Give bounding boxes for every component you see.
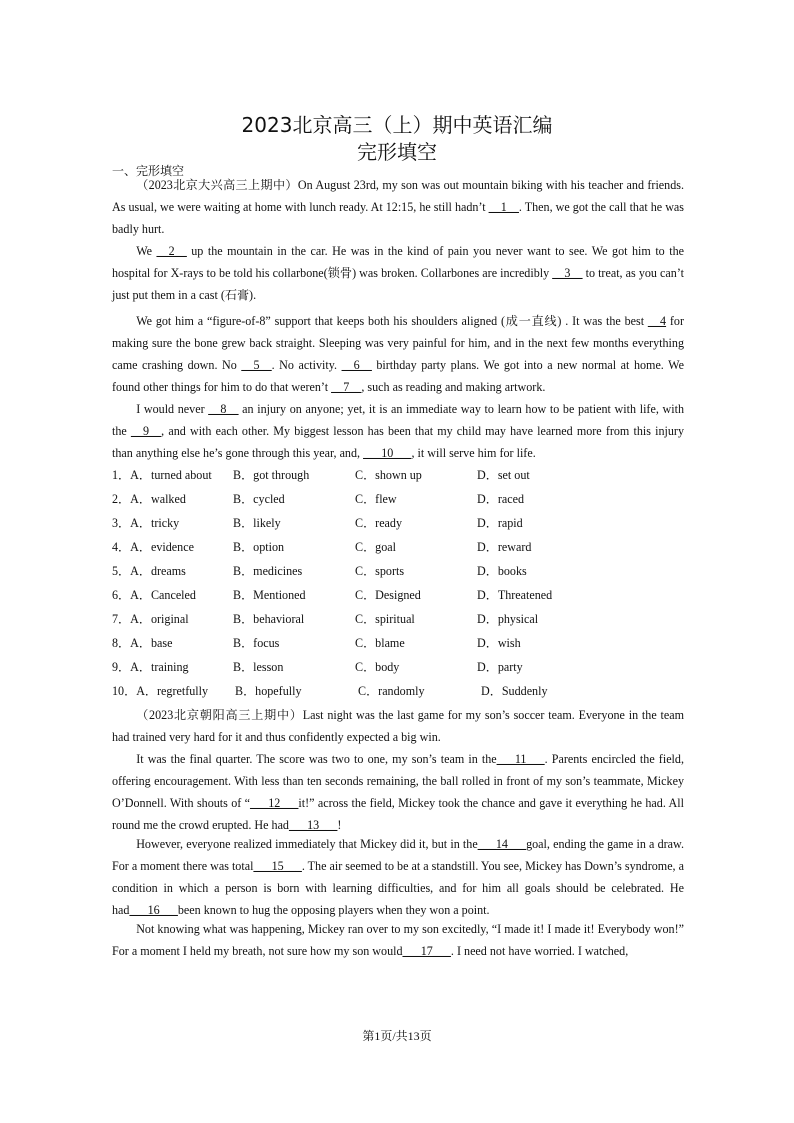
blank: __4 xyxy=(647,314,667,328)
text-segment: . Then, we got the call that he was badly hurt. xyxy=(112,200,684,236)
option-d: D．wish xyxy=(477,636,521,650)
option-b: B．got through xyxy=(233,468,310,482)
text-segment: been known to hug the opposing players when they won a point. xyxy=(177,903,490,917)
option-row-10 xyxy=(112,679,684,703)
option-b: B．lesson xyxy=(233,660,284,674)
option-c: C．sports xyxy=(355,564,405,578)
blank: __9__ xyxy=(130,424,162,438)
option-a: 2．A．walked xyxy=(112,492,186,506)
blank: ___14___ xyxy=(477,837,527,851)
option-d: D．reward xyxy=(477,540,532,554)
option-row-8 xyxy=(112,631,684,655)
option-d: D．party xyxy=(477,660,523,674)
options-list xyxy=(112,463,684,703)
option-b: B．cycled xyxy=(233,492,285,506)
option-row-6 xyxy=(112,583,684,607)
option-d: D．books xyxy=(477,564,527,578)
text-segment: . I need not have worried. I watched, xyxy=(450,944,629,958)
blank: __2__ xyxy=(156,244,187,258)
blank: __7__ xyxy=(331,380,362,394)
blank: ___11___ xyxy=(496,752,545,766)
option-d: D．Threatened xyxy=(477,588,553,602)
blank: ___13___ xyxy=(288,818,338,832)
option-d: D．physical xyxy=(477,612,539,626)
page-number: 第1页/共13页 xyxy=(362,1029,432,1043)
option-a: 5．A．dreams xyxy=(112,564,186,578)
passage1-paragraph-4 xyxy=(112,398,684,464)
text-segment: . The air seemed to be at a standstill. You see, Mickey has Down’s syndrome, a condition in which a person is born with learning difficulties, and for him all goals should be celebrated. He had xyxy=(112,859,684,917)
option-b: B．behavioral xyxy=(233,612,305,626)
text-segment: Not knowing what was happening, Mickey ran over to my son excitedly, “I made it! I made it! Everybody won!” For a moment I held my breath, not sure how my son would xyxy=(112,922,684,958)
option-b: B．focus xyxy=(233,636,280,650)
option-c: C．shown up xyxy=(355,468,422,482)
document-title: 2023北京高三（上）期中英语汇编 xyxy=(241,113,553,137)
option-a: 3．A．tricky xyxy=(112,516,180,530)
section-heading: 一、完形填空 xyxy=(112,164,185,178)
text-segment: , and with each other. My biggest lesson has been that my child may have learned more from this injury than anything else he’s gone through this year, and, xyxy=(112,424,684,460)
blank: __8__ xyxy=(208,402,239,416)
text-segment: , it will serve him for life. xyxy=(411,446,536,460)
text-segment: . Parents encircled the field, offering encouragement. With less than ten seconds remaining, the ball rolled in front of my son’s teammate, Mickey O’Donnell. With shouts of “ xyxy=(112,752,684,810)
blank: ___12___ xyxy=(250,796,299,810)
option-b: B．likely xyxy=(233,516,281,530)
text-segment: , such as reading and making artwork. xyxy=(361,380,546,394)
option-a: 9．A．training xyxy=(112,660,189,674)
blank: __6__ xyxy=(341,358,372,372)
option-c: C．blame xyxy=(355,636,405,650)
passage1-paragraph-2 xyxy=(112,240,684,306)
passage2-paragraph-3 xyxy=(112,833,684,921)
option-row-3 xyxy=(112,511,684,535)
passage2-paragraph-4 xyxy=(112,918,684,962)
option-d: D．raced xyxy=(477,492,525,506)
option-c: C．ready xyxy=(355,516,403,530)
option-b: B．Mentioned xyxy=(233,588,306,602)
option-row-7 xyxy=(112,607,684,631)
blank: __1__ xyxy=(488,200,519,214)
option-a: 7．A．original xyxy=(112,612,189,626)
text-segment: It was the final quarter. The score was two to one, my son’s team in the xyxy=(136,752,497,766)
option-d: D．set out xyxy=(477,468,530,482)
blank: ___10___ xyxy=(363,446,412,460)
blank: ___16___ xyxy=(129,903,178,917)
option-a: 6．A．Canceled xyxy=(112,588,196,602)
option-a: 1．A．turned about xyxy=(112,468,212,482)
option-a: 4．A．evidence xyxy=(112,540,194,554)
option-d: D．rapid xyxy=(477,516,523,530)
option-a: 10．A．regretfully xyxy=(112,684,209,698)
passage1-paragraph-3 xyxy=(112,310,684,398)
option-b: B．hopefully xyxy=(235,684,302,698)
text-segment: We xyxy=(136,244,157,258)
text-segment: I would never xyxy=(136,402,209,416)
text-segment: for making sure the bone grew back straight. Sleeping was very painful for him, and in the next few months everything came crashing down. No xyxy=(112,314,684,372)
option-c: C．body xyxy=(355,660,400,674)
text-segment: birthday party plans. We got into a new normal at home. We found other things for him to do that weren’t xyxy=(112,358,684,394)
text-segment: ! xyxy=(337,818,342,832)
document-subtitle: 完形填空 xyxy=(357,140,437,164)
text-segment: . No activity. xyxy=(271,358,342,372)
option-b: B．medicines xyxy=(233,564,303,578)
passage2-paragraph-2 xyxy=(112,748,684,836)
text-segment: it!” across the field, Mickey took the chance and gave it everything he had. All round me the crowd erupted. He had xyxy=(112,796,684,832)
option-a: 8．A．base xyxy=(112,636,173,650)
option-c: C．flew xyxy=(355,492,397,506)
text-segment: up the mountain in the car. He was in the kind of pain you never want to see. We got him to the hospital for X-rays to be told his collarbone(锁骨) was broken. Collarbones are incredibly xyxy=(112,244,684,280)
option-c: C．randomly xyxy=(358,684,425,698)
passage2-paragraph-1 xyxy=(112,704,684,748)
option-row-2 xyxy=(112,487,684,511)
text-segment: We got him a “figure-of-8” support that keeps both his shoulders aligned (成一直线) . It was the best xyxy=(136,314,648,328)
option-c: C．spiritual xyxy=(355,612,415,626)
blank: ___17___ xyxy=(402,944,451,958)
passage1-paragraph-1 xyxy=(112,174,684,240)
option-d: D．Suddenly xyxy=(481,684,548,698)
option-row-1 xyxy=(112,463,684,487)
blank: ___15___ xyxy=(253,859,302,873)
option-c: C．goal xyxy=(355,540,396,554)
option-row-5 xyxy=(112,559,684,583)
text-segment: （2023北京大兴高三上期中）On August 23rd, my son was out mountain biking with his teacher and friends. As usual, we were waiting at home with lunch ready. At 12:15, he still hadn’t xyxy=(112,178,684,214)
option-row-4 xyxy=(112,535,684,559)
text-segment: an injury on anyone; yet, it is an immediate way to learn how to be patient with life, with the xyxy=(112,402,684,438)
option-row-9 xyxy=(112,655,684,679)
option-c: C．Designed xyxy=(355,588,421,602)
text-segment: However, everyone realized immediately that Mickey did it, but in the xyxy=(136,837,478,851)
option-b: B．option xyxy=(233,540,285,554)
blank: __3__ xyxy=(552,266,583,280)
text-segment: goal, ending the game in a draw. For a moment there was total xyxy=(112,837,684,873)
blank: __5__ xyxy=(241,358,272,372)
text-segment: to treat, as you can’t just put them in a cast (石膏). xyxy=(112,266,684,302)
text-segment: （2023北京朝阳高三上期中）Last night was the last game for my son’s soccer team. Everyone in the team had trained very hard for it and thus confidently expected a big win. xyxy=(112,708,684,744)
